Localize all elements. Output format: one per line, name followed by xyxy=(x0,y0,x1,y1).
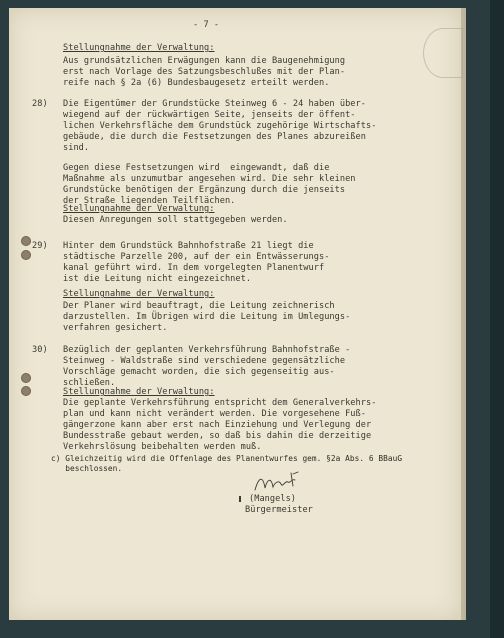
response-line: gängerzone kann aber erst nach Einziehung und Verlegung der xyxy=(63,420,372,430)
response-line: Verkehrslösung beibehalten werden muß. xyxy=(63,442,262,452)
item-line: lichen Verkehrsfläche dem Grundstück zugehörige Wirtschafts- xyxy=(63,121,377,131)
resolution-line: beschlossen. xyxy=(51,464,123,473)
objection-line: Maßnahme als unzumutbar angesehen wird. Die sehr kleinen xyxy=(63,174,356,184)
item-number: 28) xyxy=(32,99,48,109)
item-line: städtische Parzelle 200, auf der ein Entwässerungs- xyxy=(63,252,330,262)
section-heading: Stellungnahme der Verwaltung: xyxy=(63,43,215,53)
section-heading: Stellungnahme der Verwaltung: xyxy=(63,387,215,397)
response-line: Die geplante Verkehrsführung entspricht dem Generalverkehrs- xyxy=(63,398,377,408)
item-line: kanal geführt wird. In dem vorgelegten Planentwurf xyxy=(63,263,325,273)
objection-line: Gegen diese Festsetzungen wird eingewandt, daß die xyxy=(63,163,330,173)
item-line: Die Eigentümer der Grundstücke Steinweg 6 - 24 haben über- xyxy=(63,99,366,109)
punch-hole-2 xyxy=(21,250,31,260)
item-line: gebäude, die durch die Festsetzungen des Planes abzureißen xyxy=(63,132,366,142)
section-line: Aus grundsätzlichen Erwägungen kann die Baugenehmigung xyxy=(63,56,346,66)
objection-line: der Straße liegenden Teilflächen. xyxy=(63,196,236,206)
stamp-mark xyxy=(423,28,463,78)
objection-line: Grundstücke benötigen der Ergänzung durch die jenseits xyxy=(63,185,346,195)
item-line: wiegend auf der rückwärtigen Seite, jenseits der öffent- xyxy=(63,110,356,120)
punch-hole-1 xyxy=(21,236,31,246)
item-line: Steinweg - Waldstraße sind verschiedene gegensätzliche xyxy=(63,356,346,366)
handwritten-signature xyxy=(253,470,301,496)
response-line: Diesen Anregungen soll stattgegeben werden. xyxy=(63,215,288,225)
document-page xyxy=(9,8,461,620)
response-line: verfahren gesichert. xyxy=(63,323,168,333)
item-line: schließen. xyxy=(63,378,116,388)
item-line: Bezüglich der geplanten Verkehrsführung Bahnhofstraße - xyxy=(63,345,351,355)
binder-edge xyxy=(490,0,504,638)
signature-tick xyxy=(239,496,241,502)
item-line: Hinter dem Grundstück Bahnhofstraße 21 liegt die xyxy=(63,241,314,251)
response-line: Bundesstraße gebaut werden, so daß bis dahin die derzeitige xyxy=(63,431,372,441)
section-heading: Stellungnahme der Verwaltung: xyxy=(63,289,215,299)
response-line: darzustellen. Im Übrigen wird die Leitung im Umlegungs- xyxy=(63,312,351,322)
response-line: Der Planer wird beauftragt, die Leitung zeichnerisch xyxy=(63,301,335,311)
item-line: ist die Leitung nicht eingezeichnet. xyxy=(63,274,252,284)
response-line: plan und kann nicht verändert werden. Die vorgesehene Fuß- xyxy=(63,409,366,419)
punch-hole-3 xyxy=(21,373,31,383)
page-number: - 7 - xyxy=(193,20,220,30)
item-line: Vorschläge gemacht worden, die sich gegenseitig aus- xyxy=(63,367,335,377)
resolution-line: c) Gleichzeitig wird die Offenlage des Planentwurfes gem. §2a Abs. 6 BBauG xyxy=(51,454,403,463)
item-number: 29) xyxy=(32,241,48,251)
item-number: 30) xyxy=(32,345,48,355)
punch-hole-4 xyxy=(21,386,31,396)
section-line: reife nach § 2a (6) Bundesbaugesetz erteilt werden. xyxy=(63,78,330,88)
signer-title: Bürgermeister xyxy=(245,505,313,515)
section-heading: Stellungnahme der Verwaltung: xyxy=(63,204,215,214)
signer-name: (Mangels) xyxy=(249,494,297,504)
section-line: erst nach Vorlage des Satzungsbeschlußes mit der Plan- xyxy=(63,67,346,77)
item-line: sind. xyxy=(63,143,90,153)
